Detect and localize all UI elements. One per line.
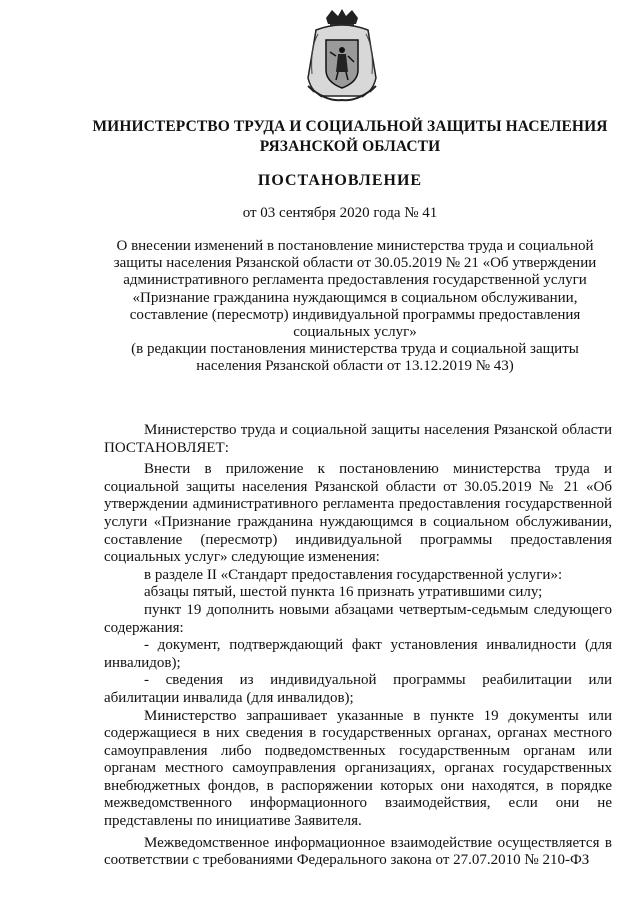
subject-line: населения Рязанской области от 13.12.2019 № 43) bbox=[196, 358, 514, 375]
body-paragraph: Министерство труда и социальной защиты населения Рязанской области ПОСТАНОВЛЯЕТ: bbox=[104, 422, 612, 456]
body-paragraph: - сведения из индивидуальной программы реабилитации или абилитации инвалида (для инвалидов); bbox=[104, 672, 612, 706]
ministry-name-line-2: РЯЗАНСКОЙ ОБЛАСТИ bbox=[259, 138, 441, 155]
subject-line: социальных услуг» bbox=[293, 324, 417, 341]
body-paragraph: - документ, подтверждающий факт установления инвалидности (для инвалидов); bbox=[104, 637, 612, 671]
ryazan-coat-of-arms-icon bbox=[296, 8, 388, 106]
document-date-number: от 03 сентября 2020 года № 41 bbox=[242, 205, 438, 221]
subject-line: защиты населения Рязанской области от 30.05.2019 № 21 «Об утверждении bbox=[113, 255, 597, 272]
document-body bbox=[104, 422, 612, 870]
subject-line: составление (пересмотр) индивидуальной программы предоставления bbox=[129, 306, 581, 323]
body-paragraph: Внести в приложение к постановлению министерства труда и социальной защиты населения Рязанской области от 30.05.2019 № 21 «Об утверждении административного регламента предоставления государственной услуги «Признание гражданина нуждающимся в социальном обслуживании, составление (пересмотр) индивидуальной программы предоставления социальных услуг» следующие изменения: bbox=[104, 461, 612, 566]
subject-line: (в редакции постановления министерства труда и социальной защиты bbox=[131, 341, 579, 358]
body-paragraph: Министерство запрашивает указанные в пункте 19 документы или содержащиеся в них сведения в государственных органах, органах местного самоуправления либо подведомственных государственным органам или органам местного самоуправления организациях, органах государственных внебюджетных фондов, в распоряжении которых они находятся, в порядке межведомственного информационного взаимодействия, если они не представлены по инициативе Заявителя. bbox=[104, 707, 612, 830]
body-paragraph: Межведомственное информационное взаимодействие осуществляется в соответствии с требованиями Федерального закона от 27.07.2010 № 210-ФЗ bbox=[104, 834, 612, 869]
subject-line: административного регламента предоставления государственной услуги bbox=[123, 272, 587, 289]
subject-line: О внесении изменений в постановление министерства труда и социальной bbox=[116, 238, 594, 254]
body-paragraph: пункт 19 дополнить новыми абзацами четвертым-седьмым следующего содержания: bbox=[104, 601, 612, 636]
body-paragraph: в разделе II «Стандарт предоставления государственной услуги»: bbox=[144, 566, 563, 583]
subject-line: «Признание гражданина нуждающимся в социальном обслуживании, bbox=[132, 289, 578, 306]
ministry-name bbox=[80, 117, 620, 157]
ministry-name-line-1: МИНИСТЕРСТВО ТРУДА И СОЦИАЛЬНОЙ ЗАЩИТЫ НАСЕЛЕНИЯ bbox=[92, 118, 608, 135]
document-type-title: ПОСТАНОВЛЕНИЕ bbox=[257, 172, 423, 189]
body-paragraph: абзацы пятый, шестой пункта 16 признать утратившими силу; bbox=[144, 584, 543, 601]
document-subject bbox=[90, 238, 620, 376]
